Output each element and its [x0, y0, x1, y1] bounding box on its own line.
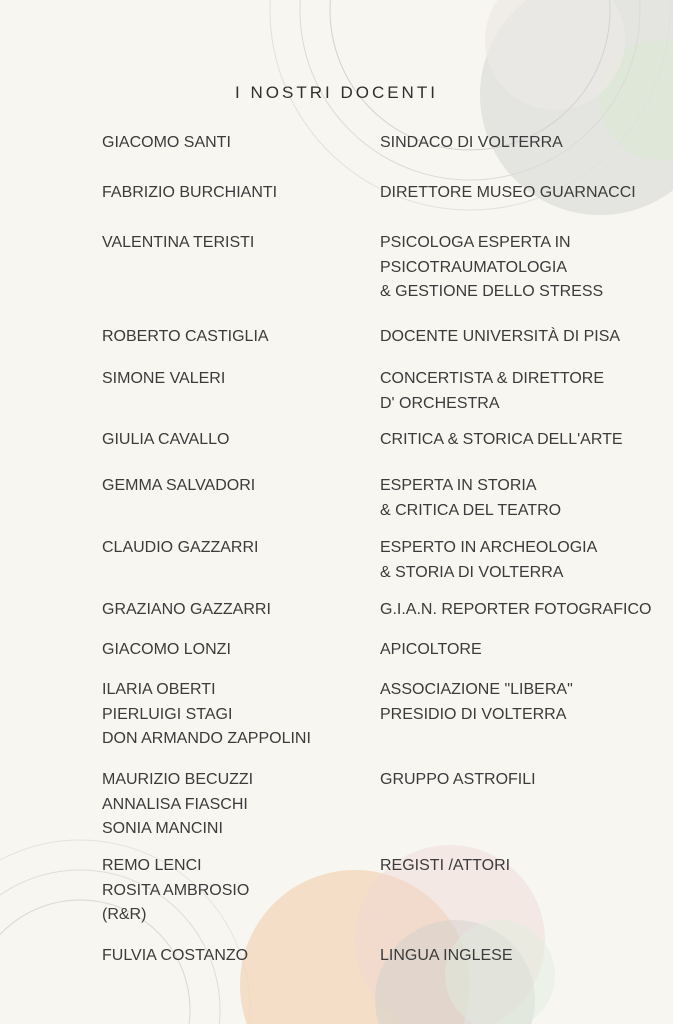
role-line: D' ORCHESTRA: [380, 394, 500, 412]
name-line: VALENTINA TERISTI: [102, 234, 255, 251]
name-line: SONIA MANCINI: [102, 820, 223, 837]
name-line: GIULIA CAVALLO: [102, 431, 230, 448]
docente-name: [102, 181, 362, 206]
role-line: ASSOCIAZIONE "LIBERA": [380, 681, 573, 698]
name-line: ANNALISA FIASCHI: [102, 795, 248, 813]
docente-role: [380, 181, 670, 206]
role-line: CRITICA & STORICA DELL'ARTE: [380, 431, 623, 448]
name-line: FABRIZIO BURCHIANTI: [102, 184, 278, 201]
role-line: DOCENTE UNIVERSITÀ DI PISA: [380, 328, 621, 345]
role-line: DIRETTORE MUSEO GUARNACCI: [380, 184, 636, 201]
role-line: APICOLTORE: [380, 641, 482, 658]
docente-role: [380, 367, 670, 416]
docente-role: [380, 536, 670, 585]
name-line: ROSITA AMBROSIO: [102, 881, 250, 899]
name-line: (R&R): [102, 906, 147, 923]
docente-role: [380, 944, 670, 969]
docente-role: [380, 325, 670, 350]
role-line: & GESTIONE DELLO STRESS: [380, 283, 604, 300]
page-title: I NOSTRI DOCENTI: [235, 83, 438, 102]
name-line: REMO LENCI: [102, 857, 202, 874]
docente-name: [102, 131, 362, 156]
docente-name: [102, 598, 362, 623]
docente-role: [380, 768, 670, 793]
role-line: CONCERTISTA & DIRETTORE: [380, 370, 605, 387]
docente-name: [102, 325, 362, 350]
role-line: LINGUA INGLESE: [380, 947, 513, 964]
name-line: FULVIA COSTANZO: [102, 947, 249, 964]
role-line: PRESIDIO DI VOLTERRA: [380, 705, 567, 723]
docente-role: [380, 474, 670, 523]
docente-role: [380, 638, 670, 663]
role-line: GRUPPO ASTROFILI: [380, 771, 536, 788]
role-line: ESPERTA IN STORIA: [380, 477, 537, 494]
docente-name: [102, 536, 362, 561]
name-line: GIACOMO SANTI: [102, 134, 231, 151]
role-line: ESPERTO IN ARCHEOLOGIA: [380, 539, 598, 556]
name-line: MAURIZIO BECUZZI: [102, 771, 254, 788]
docente-role: [380, 598, 670, 623]
docente-role: [380, 131, 670, 156]
docente-name: [102, 854, 362, 928]
name-line: ILARIA OBERTI: [102, 681, 216, 698]
name-line: GRAZIANO GAZZARRI: [102, 601, 271, 618]
role-line: PSICOLOGA ESPERTA IN: [380, 234, 571, 251]
docente-name: [102, 367, 362, 392]
docente-role: [380, 678, 670, 727]
docente-name: [102, 638, 362, 663]
role-line: PSICOTRAUMATOLOGIA: [380, 258, 567, 276]
docente-role: [380, 231, 670, 305]
docente-name: [102, 944, 362, 969]
docente-name: [102, 768, 362, 842]
name-line: DON ARMANDO ZAPPOLINI: [102, 730, 311, 747]
name-line: CLAUDIO GAZZARRI: [102, 539, 259, 556]
role-line: & STORIA DI VOLTERRA: [380, 563, 564, 581]
docente-name: [102, 231, 362, 256]
role-line: & CRITICA DEL TEATRO: [380, 501, 562, 519]
name-line: SIMONE VALERI: [102, 370, 226, 387]
docente-name: [102, 678, 362, 752]
role-line: G.I.A.N. REPORTER FOTOGRAFICO: [380, 601, 652, 618]
name-line: PIERLUIGI STAGI: [102, 705, 233, 723]
docente-role: [380, 428, 670, 453]
docente-name: [102, 428, 362, 453]
role-line: REGISTI /ATTORI: [380, 857, 511, 874]
name-line: GEMMA SALVADORI: [102, 477, 256, 494]
docente-role: [380, 854, 670, 879]
name-line: ROBERTO CASTIGLIA: [102, 328, 269, 345]
name-line: GIACOMO LONZI: [102, 641, 231, 658]
docente-name: [102, 474, 362, 499]
role-line: SINDACO DI VOLTERRA: [380, 134, 563, 151]
